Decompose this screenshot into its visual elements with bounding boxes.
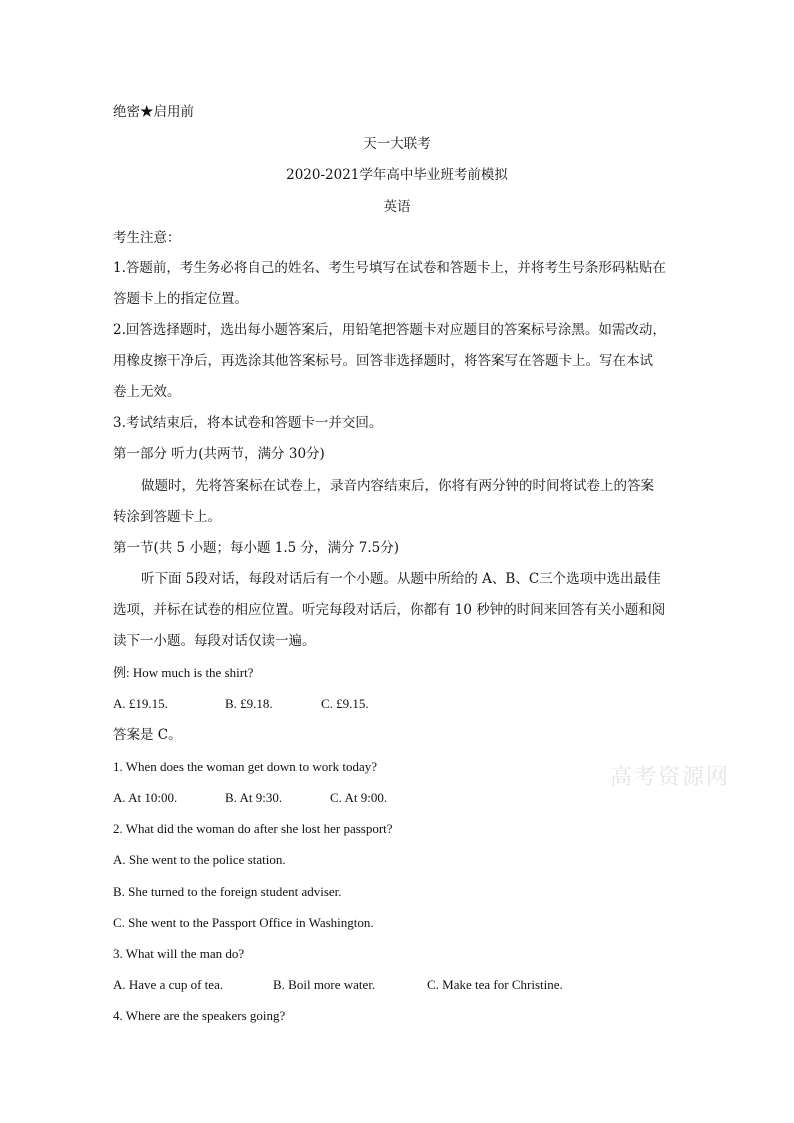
subject-title: 英语: [383, 199, 411, 215]
notice-item-3: 3.考试结束后，将本试卷和答题卡一并交回。: [113, 415, 383, 431]
notice-heading: 考生注意：: [113, 230, 181, 246]
example-option-b: B. £9.18.: [225, 696, 273, 711]
example-answer: 答案是 C。: [113, 727, 182, 743]
section-1-intro-line-2: 选项，并标在试卷的相应位置。听完每段对话后，你都有 10 秒钟的时间来回答有关小题和阅: [113, 602, 666, 618]
notice-item-1-line-2: 答题卡上的指定位置。: [113, 291, 248, 307]
notice-item-2-line-2: 用橡皮擦干净后，再选涂其他答案标号。回答非选择题时，将答案写在答题卡上。写在本试: [113, 353, 653, 369]
question-3-option-c: C. Make tea for Christine.: [427, 977, 563, 992]
question-2-option-b: B. She turned to the foreign student adviser.: [113, 884, 342, 899]
part-1-title: 第一部分 听力(共两节，满分 30分): [113, 446, 325, 462]
question-1-options: [113, 788, 513, 808]
part-1-intro-line-2: 转涂到答题卡上。: [113, 509, 221, 525]
notice-item-2-line-3: 卷上无效。: [113, 384, 181, 400]
confidential-mark: 绝密★启用前: [113, 104, 194, 120]
question-1-stem: 1. When does the woman get down to work today?: [113, 759, 378, 774]
question-1-option-a: A. At 10:00.: [113, 790, 178, 805]
exam-organizer: 天一大联考: [363, 136, 431, 152]
question-4-stem: 4. Where are the speakers going?: [113, 1008, 286, 1023]
question-3-option-a: A. Have a cup of tea.: [113, 977, 224, 992]
part-1-intro-line-1: 做题时，先将答案标在试卷上，录音内容结束后，你将有两分钟的时间将试卷上的答案: [141, 478, 654, 494]
question-2-stem: 2. What did the woman do after she lost her passport?: [113, 821, 393, 836]
example-question: 例: How much is the shirt?: [113, 665, 254, 680]
example-options: [113, 694, 513, 714]
section-1-title: 第一节(共 5 小题；每小题 1.5 分，满分 7.5分): [113, 540, 400, 556]
exam-title: 2020-2021学年高中毕业班考前模拟: [286, 167, 508, 183]
section-1-intro-line-3: 读下一小题。每段对话仅读一遍。: [113, 633, 316, 649]
question-2-option-a: A. She went to the police station.: [113, 852, 286, 867]
notice-item-1-line-1: 1.答题前，考生务必将自己的姓名、考生号填写在试卷和答题卡上，并将考生号条形码粘贴在: [113, 260, 666, 276]
watermark-logo: 高考资源网: [610, 765, 731, 790]
question-3-options: [113, 975, 613, 995]
section-1-intro-line-1: 听下面 5段对话，每段对话后有一个小题。从题中所给的 A、B、C三个选项中选出最佳: [141, 571, 661, 587]
question-3-option-b: B. Boil more water.: [273, 977, 376, 992]
example-option-c: C. £9.15.: [321, 696, 369, 711]
question-1-option-b: B. At 9:30.: [225, 790, 283, 805]
question-3-stem: 3. What will the man do?: [113, 946, 245, 961]
question-1-option-c: C. At 9:00.: [330, 790, 388, 805]
question-2-option-c: C. She went to the Passport Office in Washington.: [113, 915, 374, 930]
example-option-a: A. £19.15.: [113, 696, 168, 711]
notice-item-2-line-1: 2.回答选择题时，选出每小题答案后，用铅笔把答题卡对应题目的答案标号涂黑。如需改动，: [113, 322, 666, 338]
